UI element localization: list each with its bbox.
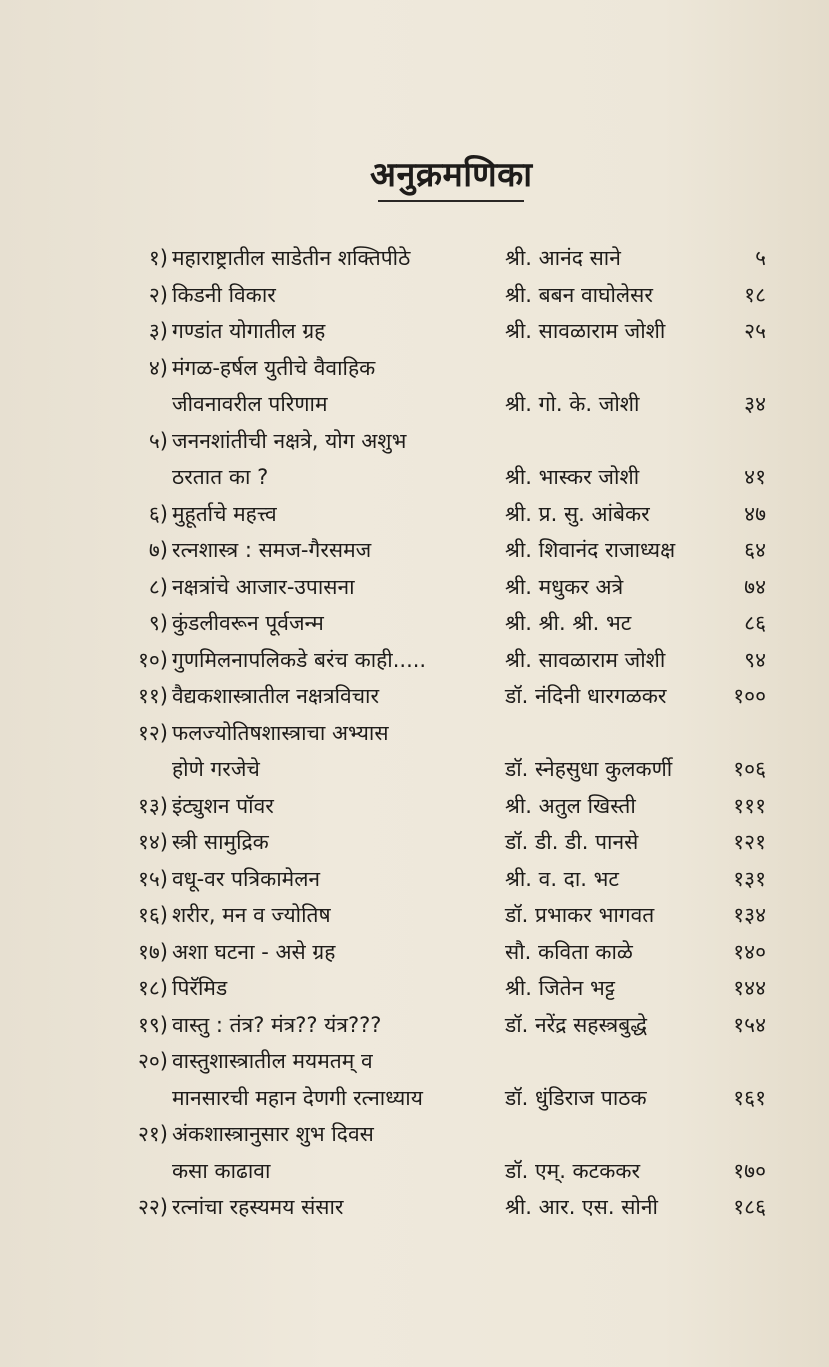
entry-author: श्री. प्र. सु. आंबेकर [505,501,650,526]
entry-title: वैद्यकशास्त्रातील नक्षत्रविचार [172,684,380,708]
entry-page-number: ४७ [744,501,766,526]
entry-number: १६) [137,903,168,927]
toc-line [0,1043,829,1080]
toc-line [0,423,829,460]
entry-number: १) [148,246,168,270]
entry-page-number: १४० [733,939,766,964]
entry-title: कुंडलीवरून पूर्वजन्म [172,611,324,635]
toc-line [0,934,829,971]
entry-title: इंट्युशन पॉवर [172,793,274,818]
toc-line [0,532,829,569]
entry-page-number: १८६ [733,1195,766,1219]
toc-line [0,386,829,423]
entry-title: फलज्योतिषशास्त्राचा अभ्यास [172,720,389,745]
entry-author: श्री. शिवानंद राजाध्यक्ष [505,538,676,562]
entry-number: २२) [137,1195,168,1219]
entry-number: ९) [148,611,168,635]
table-of-contents [0,240,829,1226]
toc-line [0,678,829,715]
entry-author: डॉ. धुंडिराज पाठक [505,1085,647,1110]
entry-number: १५) [137,866,168,891]
entry-title: अशा घटना - असे ग्रह [172,939,336,964]
entry-title: किडनी विकार [172,282,276,307]
entry-title: गण्डांत योगातील ग्रह [172,319,326,343]
entry-number: १९) [137,1012,168,1037]
entry-author: डॉ. स्नेहसुधा कुलकर्णी [505,757,673,781]
entry-author: श्री. अतुल खिस्ती [505,793,636,818]
entry-author: डॉ. प्रभाकर भागवत [505,903,655,927]
entry-number: ६) [148,501,168,526]
entry-number: २१) [137,1122,168,1146]
toc-line [0,459,829,496]
title-underline [378,200,524,202]
entry-number: १४) [137,830,168,854]
toc-line [0,569,829,606]
toc-line [0,496,829,533]
entry-title: मंगळ-हर्षल युतीचे वैवाहिक [172,355,376,380]
toc-line [0,751,829,788]
entry-number: २) [148,282,168,307]
entry-author: डॉ. नरेंद्र सहस्त्रबुद्धे [505,1012,647,1037]
entry-title: वधू-वर पत्रिकामेलन [172,866,321,891]
entry-page-number: ५ [755,246,766,270]
entry-author: श्री. मधुकर अत्रे [505,574,624,599]
entry-page-number: १०६ [733,757,766,781]
entry-page-number: ९४ [744,647,766,672]
entry-title: वास्तु : तंत्र? मंत्र?? यंत्र??? [172,1012,382,1037]
toc-line [0,1153,829,1190]
entry-author: डॉ. नंदिनी धारगळकर [505,684,667,708]
entry-page-number: ३४ [744,392,766,416]
entry-page-number: १४४ [733,976,766,1000]
toc-line [0,715,829,752]
entry-author: श्री. भास्कर जोशी [505,465,640,489]
entry-author: श्री. आनंद साने [505,246,621,270]
entry-title: शरीर, मन व ज्योतिष [172,903,331,927]
entry-page-number: ८६ [744,611,766,635]
entry-page-number: १११ [733,793,766,818]
entry-number: ११) [137,684,168,708]
entry-title: अंकशास्त्रानुसार शुभ दिवस [172,1122,374,1146]
entry-title: मानसारची महान देणगी रत्नाध्याय [172,1085,423,1110]
entry-author: श्री. बबन वाघोलेसर [505,282,653,307]
entry-title: कसा काढावा [172,1158,271,1183]
entry-author: श्री. श्री. श्री. भट [505,611,632,635]
entry-page-number: ७४ [744,574,766,599]
toc-line [0,897,829,934]
entry-number: ७) [148,538,168,562]
toc-line [0,824,829,861]
entry-page-number: १५४ [733,1012,766,1037]
entry-title: नक्षत्रांचे आजार-उपासना [172,574,355,599]
entry-author: सौ. कविता काळे [505,939,633,964]
entry-page-number: ६४ [744,538,766,562]
entry-number: ५) [148,428,168,453]
entry-page-number: ४१ [744,465,766,489]
entry-author: श्री. व. दा. भट [505,866,619,891]
entry-title: मुहूर्ताचे महत्त्व [172,501,277,526]
entry-page-number: १३१ [733,866,766,891]
entry-title: पिरॅमिड [172,976,228,1000]
entry-author: श्री. आर. एस. सोनी [505,1195,658,1219]
toc-line [0,1116,829,1153]
entry-page-number: १२१ [733,830,766,854]
toc-line [0,1189,829,1226]
entry-title: रत्नशास्त्र : समज-गैरसमज [172,538,372,562]
toc-line [0,970,829,1007]
toc-line [0,350,829,387]
entry-page-number: १३४ [733,903,766,927]
entry-title: रत्नांचा रहस्यमय संसार [172,1195,344,1219]
entry-page-number: १०० [733,684,766,708]
toc-line [0,1007,829,1044]
entry-author: डॉ. एम्. कटककर [505,1158,641,1183]
entry-page-number: १७० [733,1158,766,1183]
entry-title: होणे गरजेचे [172,757,260,781]
toc-line [0,642,829,679]
entry-author: श्री. जितेन भट्ट [505,976,616,1000]
entry-number: २०) [137,1049,168,1073]
entry-title: महाराष्ट्रातील साडेतीन शक्तिपीठे [172,246,411,270]
entry-author: श्री. सावळाराम जोशी [505,319,666,343]
entry-number: १०) [137,647,168,672]
entry-title: ठरतात का ? [172,465,269,489]
toc-line [0,1080,829,1117]
toc-line [0,605,829,642]
entry-number: १२) [137,720,168,745]
toc-line [0,313,829,350]
toc-line [0,861,829,898]
entry-number: १३) [137,793,168,818]
entry-title: वास्तुशास्त्रातील मयमतम् व [172,1049,373,1073]
entry-number: ४) [148,355,168,380]
entry-title: गुणमिलनापलिकडे बरंच काही..... [172,647,427,672]
toc-line [0,240,829,277]
toc-line [0,277,829,314]
entry-number: १७) [137,939,168,964]
entry-page-number: २५ [744,319,766,343]
entry-page-number: १६१ [733,1085,766,1110]
entry-number: ८) [148,574,168,599]
entry-title: जननशांतीची नक्षत्रे, योग अशुभ [172,428,407,453]
entry-number: १८) [137,976,168,1000]
entry-author: श्री. सावळाराम जोशी [505,647,666,672]
entry-author: डॉ. डी. डी. पानसे [505,830,639,854]
toc-line [0,788,829,825]
entry-number: ३) [148,319,168,343]
entry-title: जीवनावरील परिणाम [172,392,328,416]
entry-title: स्त्री सामुद्रिक [172,830,269,854]
entry-page-number: १८ [744,282,766,307]
page-title: अनुक्रमणिका [370,155,533,195]
entry-author: श्री. गो. के. जोशी [505,392,640,416]
